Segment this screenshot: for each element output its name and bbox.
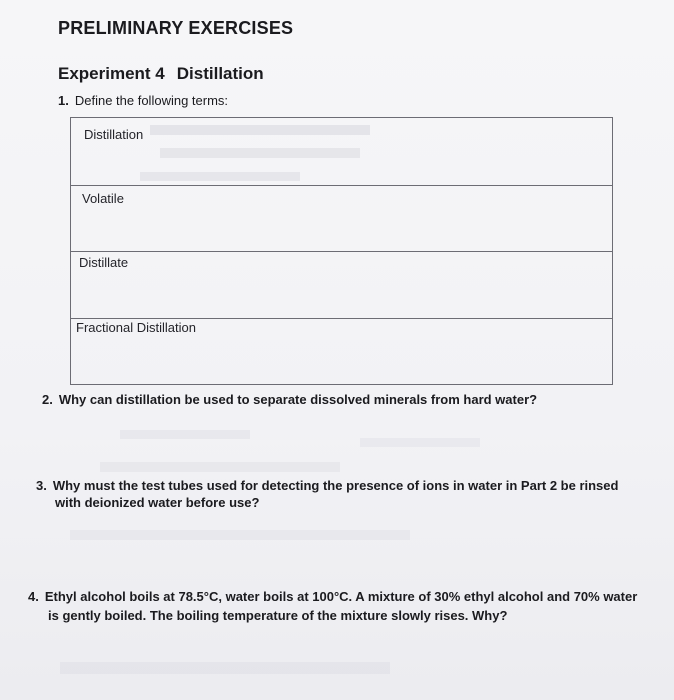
term-label: Fractional Distillation (76, 320, 196, 335)
question-2-text: Why can distillation be used to separate dissolved minerals from hard water? (58, 392, 538, 407)
page-title: PRELIMINARY EXERCISES (58, 18, 294, 38)
bleed-through-mark (70, 530, 410, 540)
question-2 (42, 392, 537, 408)
question-3-line-1: Why must the test tubes used for detecting the presence of ions in water in Part 2 be rinsed (52, 478, 619, 493)
experiment-name: Distillation (176, 64, 264, 83)
question-1 (58, 93, 228, 108)
bleed-through-mark (150, 125, 370, 135)
bleed-through-mark (360, 438, 480, 447)
question-4-line-2: is gently boiled. The boiling temperature of the mixture slowly rises. Why? (48, 608, 508, 623)
term-row-fractional-distillation[interactable] (71, 318, 612, 385)
bleed-through-mark (60, 662, 390, 674)
term-row-volatile[interactable] (71, 185, 612, 252)
bleed-through-mark (160, 148, 360, 158)
question-3-line-2: with deionized water before use? (55, 495, 260, 510)
question-1-text: Define the following terms: (74, 93, 229, 108)
experiment-label: Experiment 4 (58, 64, 165, 83)
bleed-through-mark (140, 172, 300, 181)
term-label: Volatile (82, 191, 124, 206)
question-4-number: 4. (28, 589, 39, 604)
question-4 (28, 589, 637, 605)
term-label: Distillate (79, 255, 129, 270)
bleed-through-mark (100, 462, 340, 472)
term-label: Distillation (84, 127, 144, 142)
term-row-distillate[interactable] (71, 251, 612, 319)
question-3 (36, 478, 618, 494)
question-2-number: 2. (42, 392, 53, 407)
question-4-line-1: Ethyl alcohol boils at 78.5°C, water boils at 100°C. A mixture of 30% ethyl alcohol and 70% water (44, 589, 638, 604)
experiment-heading (58, 64, 276, 84)
question-3-continued (55, 495, 259, 511)
bleed-through-mark (120, 430, 250, 439)
question-1-number: 1. (58, 93, 69, 108)
question-4-continued (48, 608, 507, 624)
question-3-number: 3. (36, 478, 47, 493)
